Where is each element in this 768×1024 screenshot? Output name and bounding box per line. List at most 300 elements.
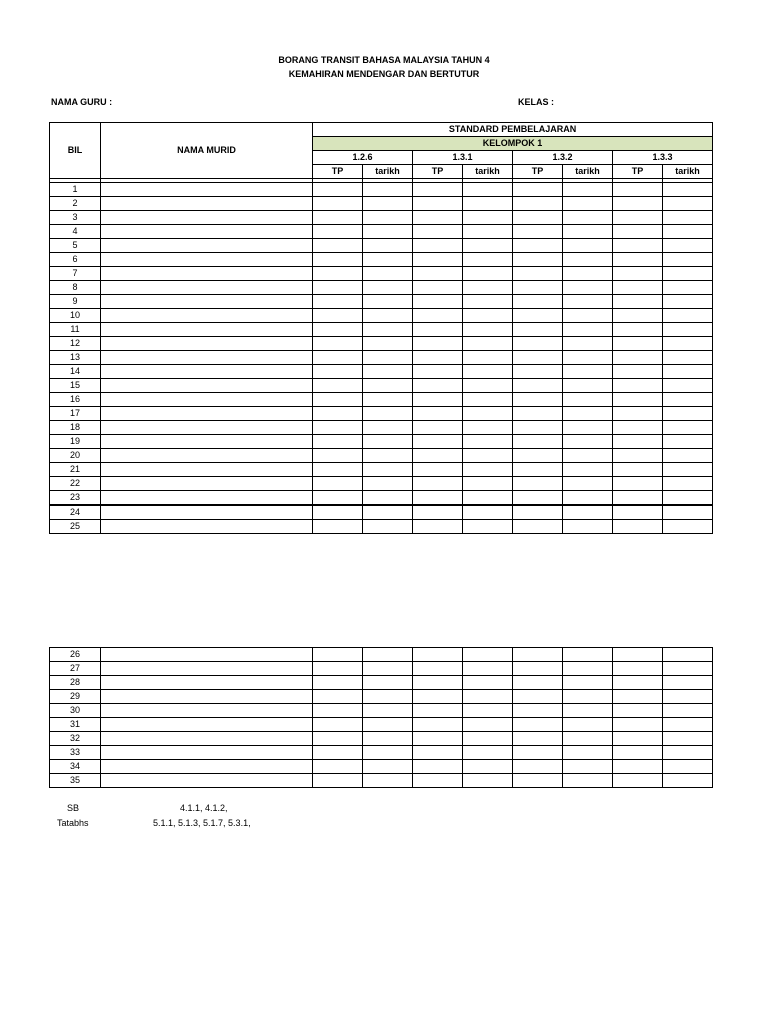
tp-cell[interactable] — [513, 253, 563, 267]
tarikh-cell[interactable] — [463, 732, 513, 746]
tarikh-cell[interactable] — [463, 421, 513, 435]
tarikh-cell[interactable] — [663, 323, 713, 337]
tp-cell[interactable] — [613, 520, 663, 534]
tarikh-cell[interactable] — [463, 760, 513, 774]
tarikh-cell[interactable] — [563, 183, 613, 197]
tarikh-cell[interactable] — [463, 239, 513, 253]
tp-cell[interactable] — [613, 253, 663, 267]
tarikh-cell[interactable] — [663, 648, 713, 662]
tarikh-cell[interactable] — [563, 648, 613, 662]
tarikh-cell[interactable] — [463, 379, 513, 393]
tp-cell[interactable] — [513, 295, 563, 309]
student-name-cell[interactable] — [101, 648, 313, 662]
tp-cell[interactable] — [613, 435, 663, 449]
tp-cell[interactable] — [413, 365, 463, 379]
tp-cell[interactable] — [413, 183, 463, 197]
tp-cell[interactable] — [513, 337, 563, 351]
tarikh-cell[interactable] — [363, 225, 413, 239]
tarikh-cell[interactable] — [463, 393, 513, 407]
tp-cell[interactable] — [413, 281, 463, 295]
tarikh-cell[interactable] — [563, 491, 613, 506]
tarikh-cell[interactable] — [563, 505, 613, 520]
tarikh-cell[interactable] — [463, 183, 513, 197]
tarikh-cell[interactable] — [563, 393, 613, 407]
tarikh-cell[interactable] — [563, 435, 613, 449]
student-name-cell[interactable] — [101, 435, 313, 449]
tarikh-cell[interactable] — [363, 662, 413, 676]
tp-cell[interactable] — [613, 211, 663, 225]
tp-cell[interactable] — [413, 295, 463, 309]
tp-cell[interactable] — [313, 690, 363, 704]
tp-cell[interactable] — [313, 211, 363, 225]
tp-cell[interactable] — [513, 676, 563, 690]
tp-cell[interactable] — [413, 323, 463, 337]
tarikh-cell[interactable] — [663, 662, 713, 676]
tp-cell[interactable] — [413, 746, 463, 760]
tp-cell[interactable] — [513, 323, 563, 337]
tp-cell[interactable] — [413, 225, 463, 239]
tp-cell[interactable] — [513, 718, 563, 732]
tarikh-cell[interactable] — [663, 732, 713, 746]
tarikh-cell[interactable] — [463, 351, 513, 365]
tarikh-cell[interactable] — [463, 365, 513, 379]
student-name-cell[interactable] — [101, 337, 313, 351]
tp-cell[interactable] — [513, 449, 563, 463]
tp-cell[interactable] — [313, 746, 363, 760]
tarikh-cell[interactable] — [563, 704, 613, 718]
tarikh-cell[interactable] — [663, 774, 713, 788]
tarikh-cell[interactable] — [363, 281, 413, 295]
tp-cell[interactable] — [613, 662, 663, 676]
tp-cell[interactable] — [613, 365, 663, 379]
tp-cell[interactable] — [413, 351, 463, 365]
tp-cell[interactable] — [413, 239, 463, 253]
student-name-cell[interactable] — [101, 239, 313, 253]
tarikh-cell[interactable] — [663, 379, 713, 393]
tp-cell[interactable] — [613, 225, 663, 239]
tarikh-cell[interactable] — [363, 704, 413, 718]
tp-cell[interactable] — [313, 477, 363, 491]
tarikh-cell[interactable] — [563, 281, 613, 295]
tp-cell[interactable] — [513, 351, 563, 365]
tarikh-cell[interactable] — [363, 520, 413, 534]
student-name-cell[interactable] — [101, 732, 313, 746]
tp-cell[interactable] — [313, 774, 363, 788]
tp-cell[interactable] — [313, 337, 363, 351]
tp-cell[interactable] — [513, 774, 563, 788]
tarikh-cell[interactable] — [663, 760, 713, 774]
tarikh-cell[interactable] — [463, 267, 513, 281]
tp-cell[interactable] — [413, 690, 463, 704]
tp-cell[interactable] — [613, 746, 663, 760]
student-name-cell[interactable] — [101, 211, 313, 225]
tp-cell[interactable] — [613, 732, 663, 746]
tarikh-cell[interactable] — [563, 267, 613, 281]
student-name-cell[interactable] — [101, 197, 313, 211]
tarikh-cell[interactable] — [563, 407, 613, 421]
tarikh-cell[interactable] — [563, 337, 613, 351]
tp-cell[interactable] — [513, 211, 563, 225]
tarikh-cell[interactable] — [463, 746, 513, 760]
tp-cell[interactable] — [413, 211, 463, 225]
tarikh-cell[interactable] — [463, 520, 513, 534]
tp-cell[interactable] — [313, 704, 363, 718]
tarikh-cell[interactable] — [463, 407, 513, 421]
tarikh-cell[interactable] — [363, 732, 413, 746]
tarikh-cell[interactable] — [663, 690, 713, 704]
tp-cell[interactable] — [613, 337, 663, 351]
student-name-cell[interactable] — [101, 253, 313, 267]
tarikh-cell[interactable] — [463, 690, 513, 704]
tarikh-cell[interactable] — [663, 281, 713, 295]
tarikh-cell[interactable] — [563, 379, 613, 393]
tp-cell[interactable] — [313, 253, 363, 267]
tarikh-cell[interactable] — [663, 435, 713, 449]
tp-cell[interactable] — [313, 732, 363, 746]
tarikh-cell[interactable] — [463, 774, 513, 788]
student-name-cell[interactable] — [101, 491, 313, 506]
tarikh-cell[interactable] — [563, 662, 613, 676]
tarikh-cell[interactable] — [363, 267, 413, 281]
tarikh-cell[interactable] — [463, 477, 513, 491]
tarikh-cell[interactable] — [463, 295, 513, 309]
tp-cell[interactable] — [313, 323, 363, 337]
tarikh-cell[interactable] — [463, 281, 513, 295]
tarikh-cell[interactable] — [463, 449, 513, 463]
tarikh-cell[interactable] — [663, 211, 713, 225]
tp-cell[interactable] — [513, 760, 563, 774]
tarikh-cell[interactable] — [363, 491, 413, 506]
tarikh-cell[interactable] — [363, 648, 413, 662]
tp-cell[interactable] — [413, 662, 463, 676]
tp-cell[interactable] — [313, 505, 363, 520]
tarikh-cell[interactable] — [463, 337, 513, 351]
student-name-cell[interactable] — [101, 477, 313, 491]
tarikh-cell[interactable] — [663, 477, 713, 491]
tarikh-cell[interactable] — [563, 309, 613, 323]
tp-cell[interactable] — [313, 239, 363, 253]
tp-cell[interactable] — [613, 704, 663, 718]
tarikh-cell[interactable] — [463, 225, 513, 239]
tp-cell[interactable] — [313, 491, 363, 506]
tp-cell[interactable] — [413, 407, 463, 421]
tarikh-cell[interactable] — [463, 718, 513, 732]
tarikh-cell[interactable] — [363, 760, 413, 774]
tarikh-cell[interactable] — [463, 491, 513, 506]
tp-cell[interactable] — [613, 648, 663, 662]
tp-cell[interactable] — [313, 309, 363, 323]
tarikh-cell[interactable] — [363, 253, 413, 267]
tp-cell[interactable] — [513, 309, 563, 323]
tarikh-cell[interactable] — [463, 309, 513, 323]
tarikh-cell[interactable] — [363, 239, 413, 253]
tp-cell[interactable] — [613, 774, 663, 788]
student-name-cell[interactable] — [101, 505, 313, 520]
tarikh-cell[interactable] — [563, 774, 613, 788]
tarikh-cell[interactable] — [663, 309, 713, 323]
tarikh-cell[interactable] — [663, 393, 713, 407]
tp-cell[interactable] — [513, 379, 563, 393]
tp-cell[interactable] — [413, 309, 463, 323]
tp-cell[interactable] — [313, 351, 363, 365]
tp-cell[interactable] — [613, 281, 663, 295]
tp-cell[interactable] — [413, 520, 463, 534]
tp-cell[interactable] — [513, 281, 563, 295]
student-name-cell[interactable] — [101, 718, 313, 732]
student-name-cell[interactable] — [101, 267, 313, 281]
tp-cell[interactable] — [513, 477, 563, 491]
tarikh-cell[interactable] — [563, 365, 613, 379]
tp-cell[interactable] — [513, 520, 563, 534]
tarikh-cell[interactable] — [463, 435, 513, 449]
tarikh-cell[interactable] — [563, 520, 613, 534]
tarikh-cell[interactable] — [463, 197, 513, 211]
student-name-cell[interactable] — [101, 365, 313, 379]
tarikh-cell[interactable] — [663, 295, 713, 309]
tarikh-cell[interactable] — [363, 351, 413, 365]
tp-cell[interactable] — [513, 225, 563, 239]
student-name-cell[interactable] — [101, 690, 313, 704]
tarikh-cell[interactable] — [663, 407, 713, 421]
tp-cell[interactable] — [513, 393, 563, 407]
tp-cell[interactable] — [513, 463, 563, 477]
tp-cell[interactable] — [313, 662, 363, 676]
tp-cell[interactable] — [313, 407, 363, 421]
tp-cell[interactable] — [313, 449, 363, 463]
tp-cell[interactable] — [613, 351, 663, 365]
tp-cell[interactable] — [513, 662, 563, 676]
tp-cell[interactable] — [613, 505, 663, 520]
tarikh-cell[interactable] — [663, 337, 713, 351]
tarikh-cell[interactable] — [363, 323, 413, 337]
tp-cell[interactable] — [313, 267, 363, 281]
tp-cell[interactable] — [313, 421, 363, 435]
student-name-cell[interactable] — [101, 309, 313, 323]
tp-cell[interactable] — [413, 421, 463, 435]
tp-cell[interactable] — [313, 197, 363, 211]
tp-cell[interactable] — [613, 323, 663, 337]
tarikh-cell[interactable] — [663, 351, 713, 365]
tarikh-cell[interactable] — [563, 323, 613, 337]
tarikh-cell[interactable] — [363, 379, 413, 393]
tp-cell[interactable] — [613, 407, 663, 421]
tp-cell[interactable] — [613, 379, 663, 393]
student-name-cell[interactable] — [101, 774, 313, 788]
tp-cell[interactable] — [313, 393, 363, 407]
tp-cell[interactable] — [313, 648, 363, 662]
tp-cell[interactable] — [313, 281, 363, 295]
tarikh-cell[interactable] — [463, 253, 513, 267]
tp-cell[interactable] — [513, 183, 563, 197]
tp-cell[interactable] — [513, 648, 563, 662]
tp-cell[interactable] — [413, 760, 463, 774]
tarikh-cell[interactable] — [363, 365, 413, 379]
tarikh-cell[interactable] — [563, 421, 613, 435]
tarikh-cell[interactable] — [663, 421, 713, 435]
tp-cell[interactable] — [513, 435, 563, 449]
student-name-cell[interactable] — [101, 379, 313, 393]
student-name-cell[interactable] — [101, 183, 313, 197]
student-name-cell[interactable] — [101, 407, 313, 421]
tp-cell[interactable] — [313, 225, 363, 239]
tp-cell[interactable] — [613, 267, 663, 281]
tarikh-cell[interactable] — [663, 676, 713, 690]
student-name-cell[interactable] — [101, 421, 313, 435]
tp-cell[interactable] — [613, 491, 663, 506]
tarikh-cell[interactable] — [363, 337, 413, 351]
tarikh-cell[interactable] — [563, 746, 613, 760]
student-name-cell[interactable] — [101, 351, 313, 365]
tarikh-cell[interactable] — [463, 704, 513, 718]
tarikh-cell[interactable] — [663, 491, 713, 506]
student-name-cell[interactable] — [101, 295, 313, 309]
tp-cell[interactable] — [413, 197, 463, 211]
tp-cell[interactable] — [513, 491, 563, 506]
tarikh-cell[interactable] — [363, 746, 413, 760]
tp-cell[interactable] — [313, 463, 363, 477]
tp-cell[interactable] — [613, 183, 663, 197]
tp-cell[interactable] — [513, 197, 563, 211]
tp-cell[interactable] — [513, 732, 563, 746]
tarikh-cell[interactable] — [363, 197, 413, 211]
tp-cell[interactable] — [413, 393, 463, 407]
student-name-cell[interactable] — [101, 662, 313, 676]
student-name-cell[interactable] — [101, 449, 313, 463]
tp-cell[interactable] — [313, 520, 363, 534]
tp-cell[interactable] — [513, 421, 563, 435]
tp-cell[interactable] — [613, 309, 663, 323]
tarikh-cell[interactable] — [363, 435, 413, 449]
tp-cell[interactable] — [413, 732, 463, 746]
tarikh-cell[interactable] — [563, 295, 613, 309]
tarikh-cell[interactable] — [563, 718, 613, 732]
tarikh-cell[interactable] — [663, 239, 713, 253]
tarikh-cell[interactable] — [563, 239, 613, 253]
tarikh-cell[interactable] — [563, 732, 613, 746]
tp-cell[interactable] — [613, 295, 663, 309]
tarikh-cell[interactable] — [363, 407, 413, 421]
tarikh-cell[interactable] — [363, 477, 413, 491]
tp-cell[interactable] — [313, 295, 363, 309]
tarikh-cell[interactable] — [363, 309, 413, 323]
tarikh-cell[interactable] — [663, 267, 713, 281]
tarikh-cell[interactable] — [463, 676, 513, 690]
student-name-cell[interactable] — [101, 676, 313, 690]
tarikh-cell[interactable] — [563, 463, 613, 477]
tp-cell[interactable] — [413, 463, 463, 477]
tarikh-cell[interactable] — [363, 718, 413, 732]
tarikh-cell[interactable] — [563, 477, 613, 491]
tarikh-cell[interactable] — [663, 704, 713, 718]
tarikh-cell[interactable] — [663, 463, 713, 477]
tp-cell[interactable] — [313, 435, 363, 449]
tp-cell[interactable] — [413, 704, 463, 718]
tp-cell[interactable] — [413, 774, 463, 788]
tarikh-cell[interactable] — [663, 197, 713, 211]
tp-cell[interactable] — [413, 648, 463, 662]
tp-cell[interactable] — [513, 746, 563, 760]
tarikh-cell[interactable] — [563, 211, 613, 225]
student-name-cell[interactable] — [101, 281, 313, 295]
tp-cell[interactable] — [613, 676, 663, 690]
tp-cell[interactable] — [513, 704, 563, 718]
tarikh-cell[interactable] — [363, 295, 413, 309]
tp-cell[interactable] — [613, 239, 663, 253]
student-name-cell[interactable] — [101, 393, 313, 407]
tarikh-cell[interactable] — [563, 225, 613, 239]
tarikh-cell[interactable] — [363, 421, 413, 435]
tp-cell[interactable] — [613, 393, 663, 407]
tp-cell[interactable] — [613, 463, 663, 477]
tp-cell[interactable] — [413, 379, 463, 393]
tarikh-cell[interactable] — [663, 365, 713, 379]
tp-cell[interactable] — [313, 183, 363, 197]
tp-cell[interactable] — [513, 690, 563, 704]
tarikh-cell[interactable] — [663, 225, 713, 239]
tp-cell[interactable] — [513, 407, 563, 421]
tp-cell[interactable] — [613, 197, 663, 211]
tarikh-cell[interactable] — [563, 760, 613, 774]
tarikh-cell[interactable] — [663, 253, 713, 267]
tarikh-cell[interactable] — [563, 253, 613, 267]
tarikh-cell[interactable] — [463, 505, 513, 520]
tarikh-cell[interactable] — [363, 676, 413, 690]
tarikh-cell[interactable] — [463, 662, 513, 676]
tp-cell[interactable] — [413, 491, 463, 506]
tarikh-cell[interactable] — [663, 505, 713, 520]
tarikh-cell[interactable] — [563, 690, 613, 704]
tp-cell[interactable] — [613, 690, 663, 704]
tp-cell[interactable] — [613, 421, 663, 435]
tp-cell[interactable] — [413, 477, 463, 491]
tp-cell[interactable] — [413, 435, 463, 449]
tarikh-cell[interactable] — [463, 323, 513, 337]
tp-cell[interactable] — [413, 267, 463, 281]
tp-cell[interactable] — [413, 505, 463, 520]
tp-cell[interactable] — [513, 505, 563, 520]
tarikh-cell[interactable] — [363, 463, 413, 477]
tarikh-cell[interactable] — [363, 774, 413, 788]
tp-cell[interactable] — [613, 449, 663, 463]
tarikh-cell[interactable] — [663, 746, 713, 760]
tp-cell[interactable] — [513, 267, 563, 281]
tarikh-cell[interactable] — [663, 520, 713, 534]
tarikh-cell[interactable] — [363, 393, 413, 407]
tp-cell[interactable] — [413, 676, 463, 690]
tarikh-cell[interactable] — [463, 648, 513, 662]
student-name-cell[interactable] — [101, 704, 313, 718]
student-name-cell[interactable] — [101, 323, 313, 337]
tp-cell[interactable] — [313, 760, 363, 774]
tp-cell[interactable] — [413, 253, 463, 267]
tp-cell[interactable] — [513, 365, 563, 379]
tarikh-cell[interactable] — [363, 449, 413, 463]
tarikh-cell[interactable] — [663, 449, 713, 463]
tp-cell[interactable] — [313, 676, 363, 690]
tarikh-cell[interactable] — [563, 197, 613, 211]
tarikh-cell[interactable] — [463, 463, 513, 477]
tp-cell[interactable] — [613, 718, 663, 732]
tarikh-cell[interactable] — [663, 718, 713, 732]
tarikh-cell[interactable] — [563, 449, 613, 463]
tarikh-cell[interactable] — [363, 505, 413, 520]
tp-cell[interactable] — [413, 718, 463, 732]
tp-cell[interactable] — [313, 365, 363, 379]
tp-cell[interactable] — [313, 379, 363, 393]
student-name-cell[interactable] — [101, 760, 313, 774]
tarikh-cell[interactable] — [663, 183, 713, 197]
tp-cell[interactable] — [613, 760, 663, 774]
